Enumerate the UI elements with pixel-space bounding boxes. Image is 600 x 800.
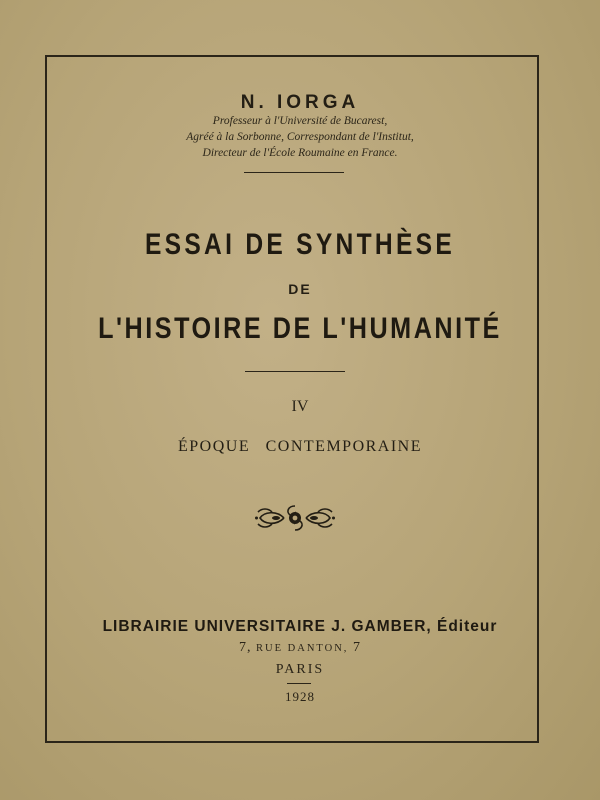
divider-rule [287, 683, 311, 684]
publication-city: PARIS [275, 662, 325, 677]
author-credential-line: Agréé à la Sorbonne, Correspondant de l'Institut, [186, 131, 414, 143]
street-name: RUE DANTON, [256, 643, 349, 654]
street-number: 7 [352, 640, 361, 655]
author-credential-line: Directeur de l'École Roumaine en France. [202, 147, 398, 159]
publisher-name: LIBRAIRIE UNIVERSITAIRE J. GAMBER, Éditeur [102, 618, 498, 635]
publication-year: 1928 [285, 689, 315, 704]
volume-number: IV [291, 398, 309, 415]
divider-rule [244, 172, 344, 173]
divider-rule [245, 371, 345, 372]
title-connector: DE [288, 281, 312, 297]
publisher-address [0, 640, 600, 656]
author-name: N. IORGA [240, 92, 360, 113]
volume-title: ÉPOQUE CONTEMPORAINE [178, 438, 422, 455]
ornament-icon [254, 502, 336, 534]
title-line-2: L'HISTOIRE DE L'HUMANITÉ [98, 312, 502, 345]
author-credential-line: Professeur à l'Université de Bucarest, [212, 115, 388, 127]
title-line-1: ESSAI DE SYNTHÈSE [144, 228, 456, 261]
street-number: 7, [239, 640, 252, 655]
